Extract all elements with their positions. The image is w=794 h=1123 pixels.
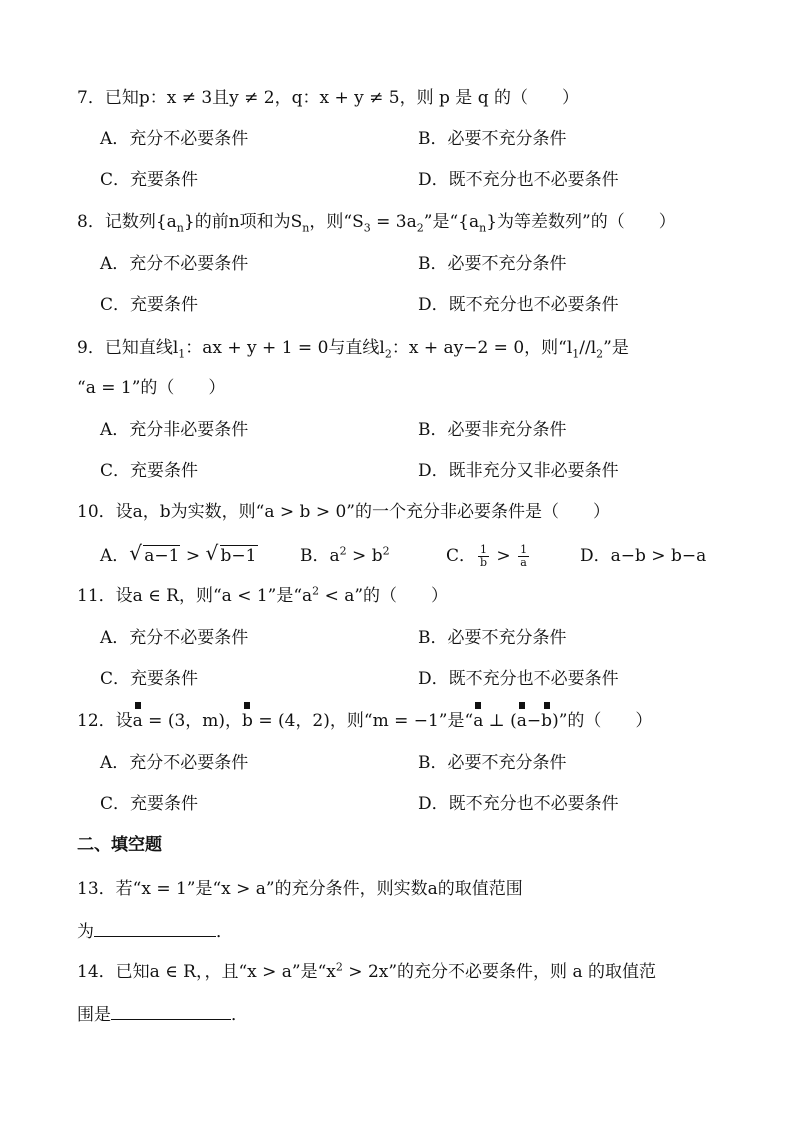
q11-option-a[interactable]: A．充分不必要条件 [100, 628, 249, 648]
vector-a: a [132, 711, 143, 731]
q8-option-a[interactable]: A．充分不必要条件 [100, 254, 249, 274]
q8-option-b[interactable]: B．必要不充分条件 [418, 254, 567, 274]
q10-option-d[interactable]: D．a−b > b−a [580, 546, 707, 566]
q12-option-d[interactable]: D．既不充分也不必要条件 [418, 794, 619, 814]
q10-stem: 10．设a，b为实数，则“a > b > 0”的一个充分非必要条件是（ ） [77, 502, 610, 522]
q11-option-d[interactable]: D．既不充分也不必要条件 [418, 669, 619, 689]
q11-stem: 11．设a ∈ R，则“a < 1”是“$a^2 < a$”的（ ） [77, 584, 449, 606]
vector-a: a [516, 711, 527, 731]
q10-option-a[interactable]: A． √ a−1 > √ b−1 [100, 541, 257, 566]
q13-answer-blank[interactable] [94, 918, 216, 937]
q8-stem: 8．记数列$\{a_n\}$的前n项和为$S_n$，则“$S_3 = 3a_2$”是“$\{a_n\}$为等差数列”的（ ） [77, 212, 676, 235]
fraction: $\frac{1}{b}$ [479, 543, 488, 569]
q11-option-c[interactable]: C．充要条件 [100, 669, 199, 689]
q8-option-c[interactable]: C．充要条件 [100, 295, 199, 315]
q7-option-c[interactable]: C．充要条件 [100, 170, 199, 190]
q9-option-b[interactable]: B．必要非充分条件 [418, 420, 567, 440]
q14-stem-cont: 围是 ． [77, 1001, 248, 1027]
section-title-fill-in: 二、填空题 [77, 835, 162, 855]
vector-a: a [473, 711, 484, 731]
q7-stem: 7．已知p：x ≠ 3且y ≠ 2，q：x + y ≠ 5，则 p 是 q 的（ ） [77, 88, 579, 108]
q12-option-a[interactable]: A．充分不必要条件 [100, 753, 249, 773]
q9-stem-cont: “a = 1”的（ ） [77, 378, 226, 398]
q13-stem-cont: 为 ． [77, 918, 233, 944]
q12-stem: 12．设a = (3，m)，b = (4，2)，则“m = −1”是“a ⊥ (a−b)”的（ ） [77, 711, 653, 731]
q7-option-a[interactable]: A．充分不必要条件 [100, 129, 249, 149]
q7-option-b[interactable]: B．必要不充分条件 [418, 129, 567, 149]
q14-answer-blank[interactable] [111, 1001, 231, 1020]
q8-option-d[interactable]: D．既不充分也不必要条件 [418, 295, 619, 315]
q13-stem: 13．若“x = 1”是“x > a”的充分条件，则实数a的取值范围 [77, 879, 523, 899]
q10-option-b[interactable]: B．$a^2 > b^2$ [300, 544, 390, 566]
sqrt-symbol: √ a−1 [129, 541, 180, 566]
q14-stem: 14．已知a ∈ R，，且“x > a”是“$x^2 > 2x$”的充分不必要条件，则 a 的取值范 [77, 960, 656, 982]
q7-option-d[interactable]: D．既不充分也不必要条件 [418, 170, 619, 190]
q12-option-c[interactable]: C．充要条件 [100, 794, 199, 814]
q9-option-a[interactable]: A．充分非必要条件 [100, 420, 249, 440]
q12-option-b[interactable]: B．必要不充分条件 [418, 753, 567, 773]
sqrt-symbol: √ b−1 [205, 541, 257, 566]
q9-option-c[interactable]: C．充要条件 [100, 461, 199, 481]
vector-b: b [541, 711, 553, 731]
q11-option-b[interactable]: B．必要不充分条件 [418, 628, 567, 648]
vector-b: b [242, 711, 253, 731]
q10-option-c[interactable]: C． $\frac{1}{b}$ > $\frac{1}{a}$ [446, 543, 528, 569]
fraction: $\frac{1}{a}$ [520, 543, 528, 569]
q9-option-d[interactable]: D．既非充分又非必要条件 [418, 461, 619, 481]
q9-stem: 9．已知直线$l_1$：ax + y + 1 = 0与直线$l_2$：x + ay−2 = 0，则“$l_1//l_2$”是 [77, 338, 629, 361]
